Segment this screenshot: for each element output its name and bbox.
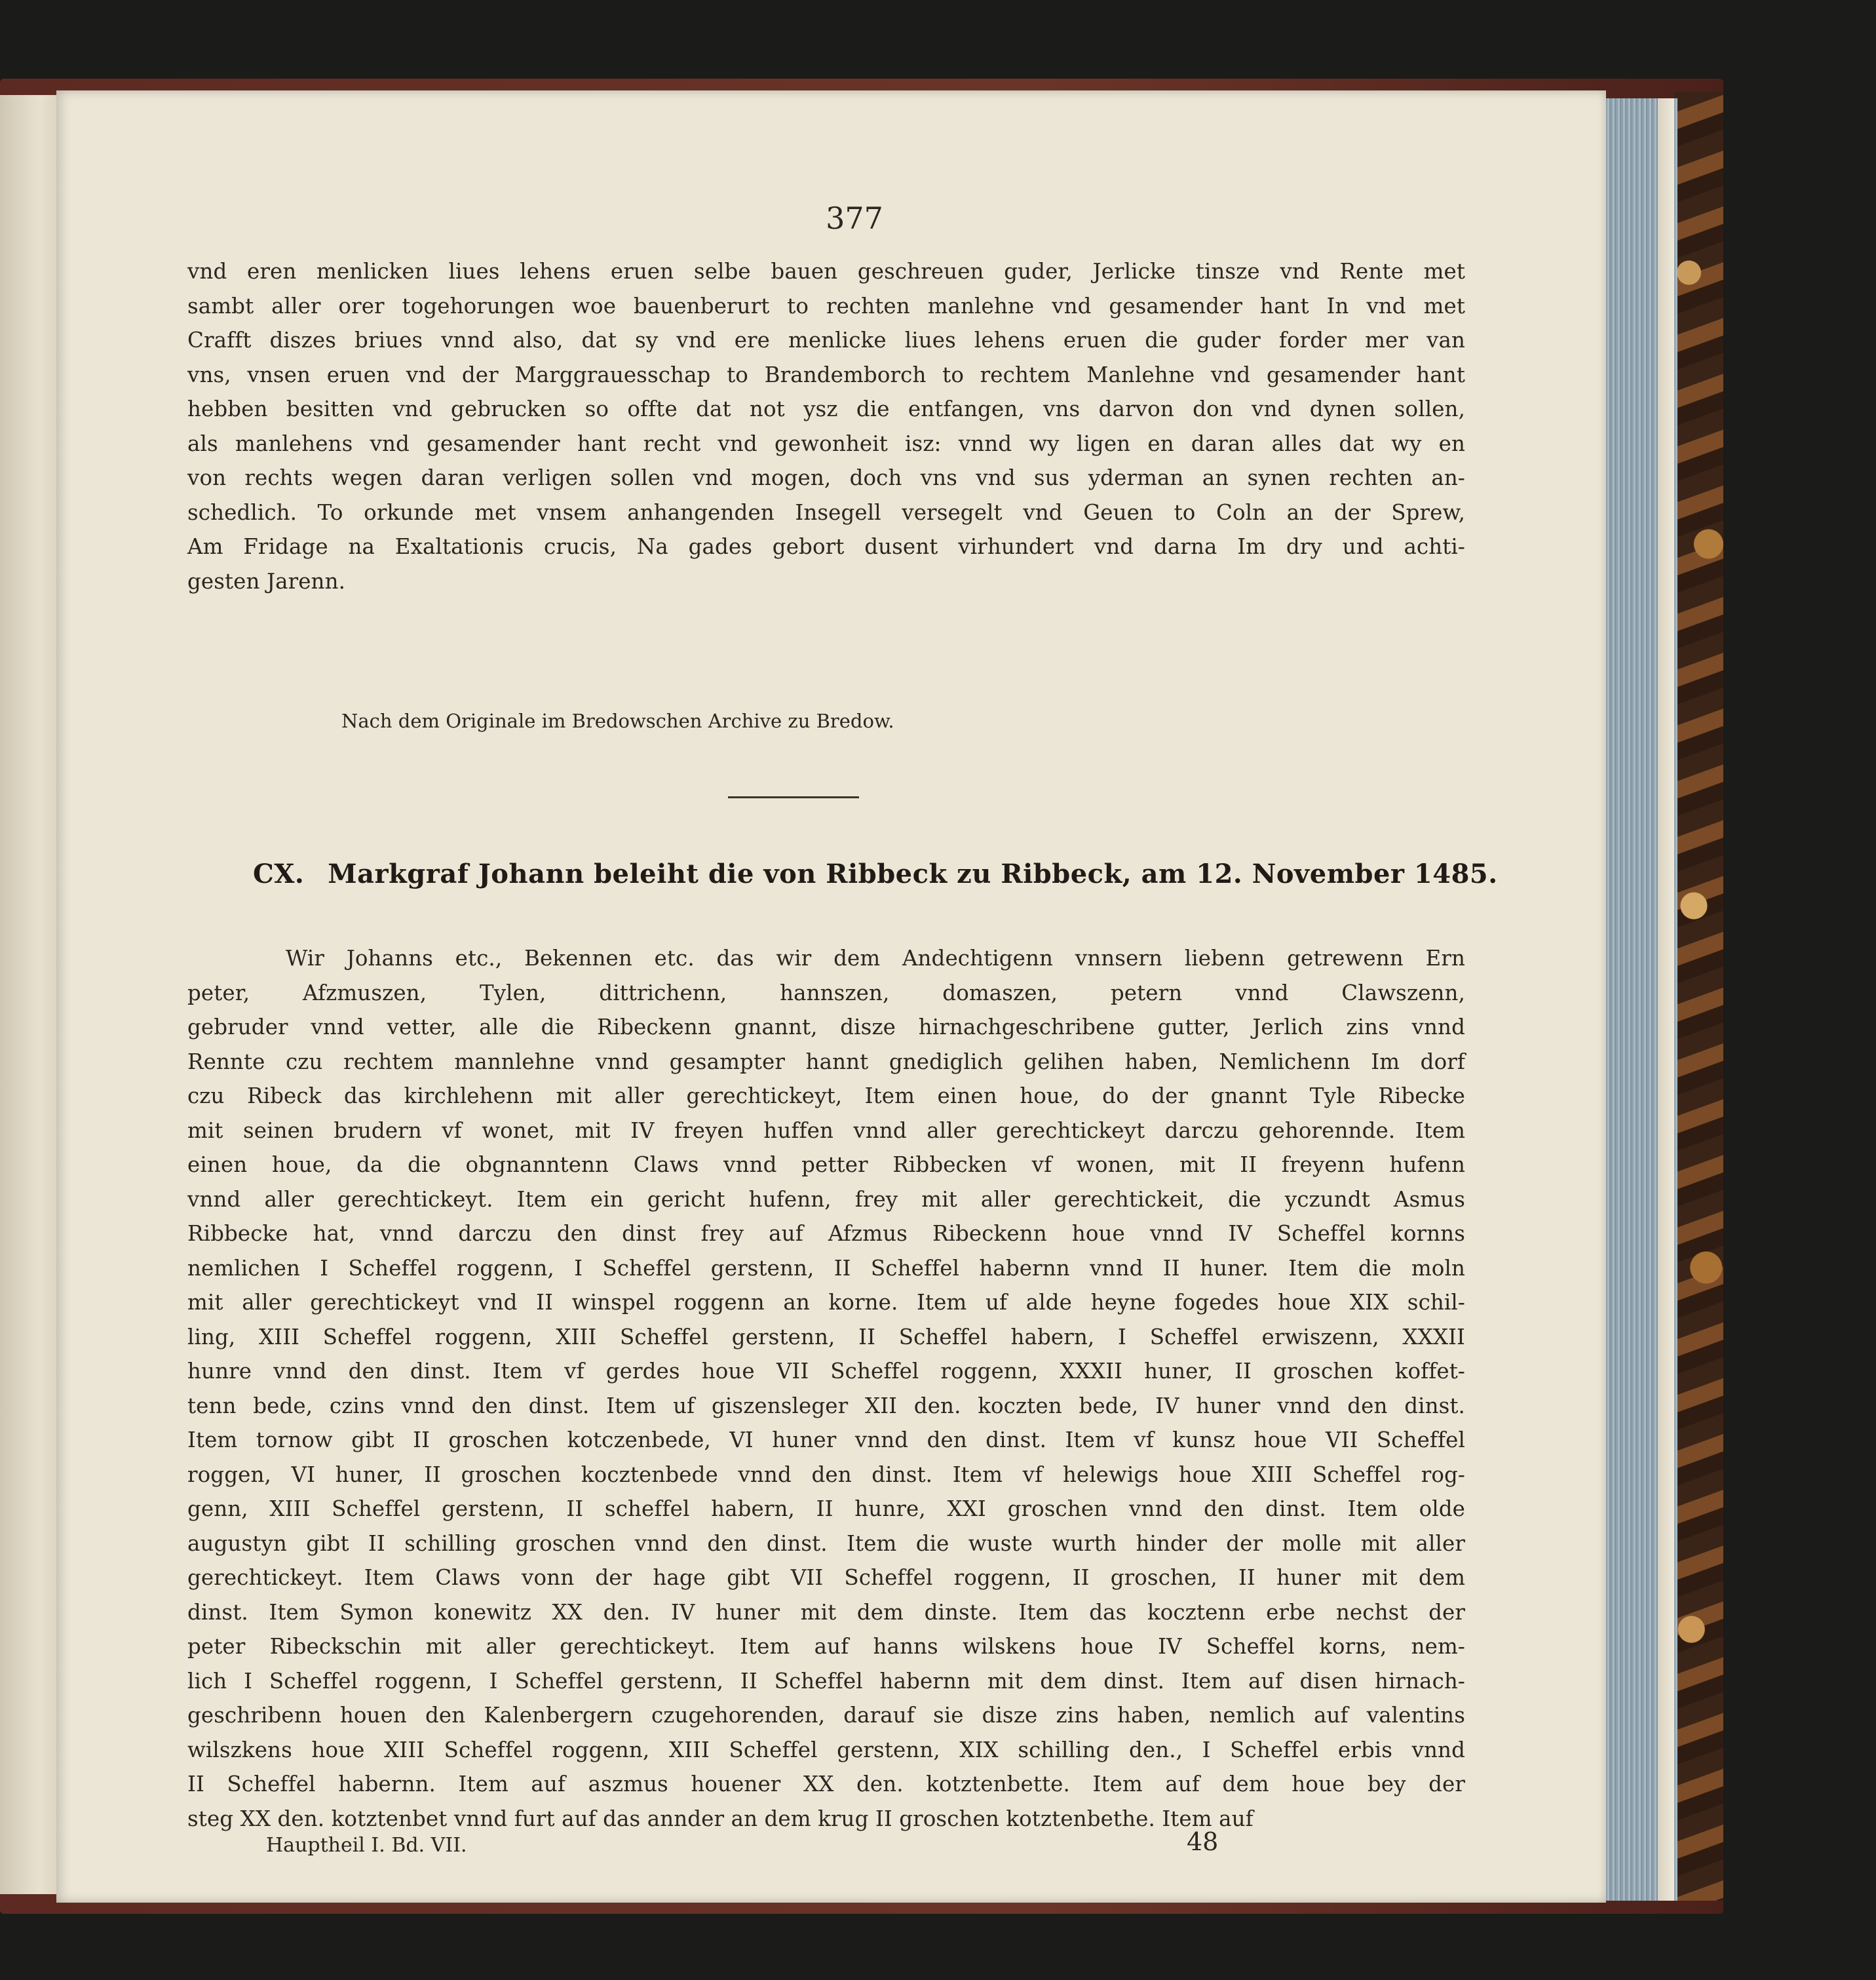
text-line: peter, Afzmuszen, Tylen, dittrichenn, hannszen, domaszen, petern vnnd Clawszenn,	[187, 980, 1465, 1005]
source-note: Nach dem Originale im Bredowschen Archive zu Bredow.	[341, 710, 894, 732]
text-line: czu Ribeck das kirchlehenn mit aller gerechtickeyt, Item einen houe, do der gnannt Tyle Ribecke	[187, 1083, 1465, 1108]
text-line: gebruder vnnd vetter, alle die Ribeckenn gnannt, disze hirnachgeschribene gutter, Jerlich zins vnnd	[187, 1015, 1465, 1039]
section-title: Markgraf Johann beleiht die von Ribbeck zu Ribbeck, am 12. November 1485.	[328, 859, 1498, 889]
text-line: tenn bede, czins vnnd den dinst. Item uf giszensleger XII den. koczten bede, IV huner vnnd den dinst.	[187, 1393, 1465, 1418]
text-line: dinst. Item Symon konewitz XX den. IV huner mit dem dinste. Item das kocztenn erbe nechst der	[187, 1599, 1465, 1625]
text-line: mit aller gerechtickeyt vnd II winspel roggenn an korne. Item uf alde heyne fogedes houe XIX schil-	[187, 1290, 1465, 1315]
text-line: hunre vnnd den dinst. Item vf gerdes houe VII Scheffel roggenn, XXXII huner, II groschen koffet-	[187, 1359, 1465, 1384]
text-line: Item tornow gibt II groschen kotczenbede, VI huner vnnd den dinst. Item vf kunsz houe VII Scheffel	[187, 1427, 1465, 1452]
text-line: genn, XIII Scheffel gerstenn, II scheffel habern, II hunre, XXI groschen vnnd den dinst. Item olde	[187, 1496, 1465, 1521]
text-line: Ribbecke hat, vnnd darczu den dinst frey auf Afzmus Ribeckenn houe vnnd IV Scheffel kornns	[187, 1221, 1465, 1246]
text-line: gesten Jarenn.	[187, 568, 346, 594]
text-line: augustyn gibt II schilling groschen vnnd den dinst. Item die wuste wurth hinder der molle mit aller	[187, 1530, 1465, 1556]
text-line: als manlehens vnd gesamender hant recht vnd gewonheit isz: vnnd wy ligen en daran alles dat wy en	[187, 431, 1465, 456]
text-line: sambt aller orer togehorungen woe bauenberurt to rechten manlehne vnd gesamender hant In vnd met	[187, 293, 1465, 319]
text-line: Wir Johanns etc., Bekennen etc. das wir dem Andechtigenn vnnsern liebenn getrewenn Ern	[286, 946, 1465, 971]
text-line: hebben besitten vnd gebrucken so offte dat not ysz die entfangen, vns darvon don vnd dynen sollen,	[187, 397, 1465, 421]
page-number: 377	[826, 201, 883, 236]
footer-sheet-number: 48	[1187, 1827, 1219, 1856]
text-block-continuation	[187, 254, 1465, 598]
section-divider	[728, 796, 859, 798]
text-line: vnd eren menlicken liues lehens eruen selbe bauen geschreuen guder, Jerlicke tinsze vnd Rente met	[187, 259, 1465, 284]
text-line: schedlich. To orkunde met vnsem anhangenden Insegell versegelt vnd Geuen to Coln an der Sprew,	[187, 499, 1465, 525]
text-line: vns, vnsen eruen vnd der Marggrauesschap to Brandemborch to rechtem Manlehne vnd gesamender hant	[187, 362, 1465, 387]
section-number: CX.	[253, 859, 305, 889]
text-line: wilszkens houe XIII Scheffel roggenn, XIII Scheffel gerstenn, XIX schilling den., I Scheffel erbis vnnd	[187, 1737, 1465, 1762]
text-line: peter Ribeckschin mit aller gerechtickeyt. Item auf hanns wilskens houe IV Scheffel korns, nem-	[187, 1634, 1465, 1659]
footer-signature: Hauptheil I. Bd. VII.	[266, 1834, 467, 1857]
text-line: nemlichen I Scheffel roggenn, I Scheffel gerstenn, II Scheffel habernn vnnd II huner. Item die moln	[187, 1255, 1465, 1281]
text-line: geschribenn houen den Kalenbergern czugehorenden, darauf sie disze zins haben, nemlich auf valentins	[187, 1703, 1465, 1728]
marbled-fore-edge	[1674, 92, 1723, 1901]
previous-page-sliver	[0, 95, 58, 1894]
text-line: lich I Scheffel roggenn, I Scheffel gerstenn, II Scheffel habernn mit dem dinst. Item auf disen hirnach-	[187, 1668, 1465, 1694]
text-line: Am Fridage na Exaltationis crucis, Na gades gebort dusent virhundert vnd darna Im dry und achti-	[187, 534, 1465, 559]
page-edges-light	[1658, 98, 1674, 1901]
text-line: Rennte czu rechtem mannlehne vnnd gesampter hannt gnediglich gelihen haben, Nemlichenn Im dorf	[187, 1049, 1465, 1074]
text-line: einen houe, da die obgnanntenn Claws vnnd petter Ribbecken vf wonen, mit II freyenn hufenn	[187, 1152, 1465, 1177]
text-line: mit seinen brudern vf wonet, mit IV freyen huffen vnnd aller gerechtickeyt darczu gehorennde. Item	[187, 1117, 1465, 1143]
text-line: steg XX den. kotztenbet vnnd furt auf das annder an dem krug II groschen kotztenbethe. Item auf	[187, 1806, 1254, 1831]
text-block-charter	[187, 941, 1465, 1836]
text-line: ling, XIII Scheffel roggenn, XIII Scheffel gerstenn, II Scheffel habern, I Scheffel erwiszenn, XXXII	[187, 1324, 1465, 1349]
book-page	[56, 90, 1606, 1903]
text-line: von rechts wegen daran verligen sollen vnd mogen, doch vns vnd sus yderman an synen rechten an-	[187, 465, 1465, 490]
text-line: roggen, VI huner, II groschen kocztenbede vnnd den dinst. Item vf helewigs houe XIII Scheffel rog-	[187, 1462, 1465, 1487]
section-heading	[253, 859, 1498, 889]
text-line: vnnd aller gerechtickeyt. Item ein gericht hufenn, frey mit aller gerechtickeit, die yczundt Asmus	[187, 1186, 1465, 1212]
text-line: gerechtickeyt. Item Claws vonn der hage gibt VII Scheffel roggenn, II groschen, II huner mit dem	[187, 1565, 1465, 1590]
text-line: II Scheffel habernn. Item auf aszmus houener XX den. kotztenbette. Item auf dem houe bey der	[187, 1772, 1465, 1796]
text-line: Crafft diszes briues vnnd also, dat sy vnd ere menlicke liues lehens eruen die guder forder mer van	[187, 328, 1465, 353]
